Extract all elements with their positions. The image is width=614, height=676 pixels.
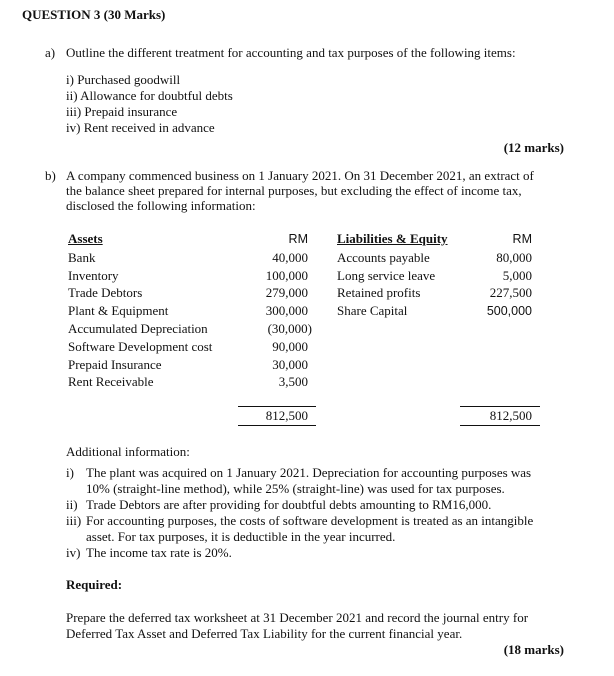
asset-name: Plant & Equipment <box>68 303 169 318</box>
asset-value: 90,000 <box>272 339 308 354</box>
additional-num: iii) <box>66 513 82 528</box>
asset-value: 279,000 <box>265 285 308 300</box>
additional-line: 10% (straight-line method), while 25% (straight-line) was used for tax purposes. <box>86 481 505 496</box>
additional-num: iv) <box>66 545 81 560</box>
asset-value: 30,000 <box>272 357 308 372</box>
part-b-intro-line: disclosed the following information: <box>66 198 256 213</box>
liability-value: 5,000 <box>502 268 532 283</box>
part-a-item: i) Purchased goodwill <box>66 72 181 87</box>
asset-name: Bank <box>68 250 96 265</box>
required-line: Prepare the deferred tax worksheet at 31 December 2021 and record the journal entry for <box>66 610 529 625</box>
additional-title: Additional information: <box>66 444 190 459</box>
asset-value: (30,000) <box>267 321 312 336</box>
asset-value: 300,000 <box>265 303 308 318</box>
asset-name: Prepaid Insurance <box>68 357 162 372</box>
liability-name: Share Capital <box>337 303 408 318</box>
asset-value: 3,500 <box>278 374 308 389</box>
additional-line: For accounting purposes, the costs of software development is treated as an intangible <box>86 513 534 528</box>
assets-total-top-rule <box>238 406 316 407</box>
part-b-marks: (18 marks) <box>503 642 564 657</box>
assets-header: Assets <box>68 231 103 246</box>
part-a-label: a) <box>45 45 56 60</box>
part-b-intro-line: A company commenced business on 1 January 2021. On 31 December 2021, an extract of <box>66 168 534 183</box>
additional-line: Trade Debtors are after providing for doubtful debts amounting to RM16,000. <box>86 497 492 512</box>
part-a-marks: (12 marks) <box>503 140 564 155</box>
required-line: Deferred Tax Asset and Deferred Tax Liability for the current financial year. <box>66 626 463 641</box>
part-b-intro-line: the balance sheet prepared for internal purposes, but excluding the effect of income tax, <box>66 183 522 198</box>
question-heading: QUESTION 3 (30 Marks) <box>22 7 166 22</box>
liabilities-total-bottom-rule <box>460 425 540 426</box>
liability-name: Retained profits <box>337 285 421 300</box>
additional-line: The income tax rate is 20%. <box>86 545 232 560</box>
assets-total-bottom-rule <box>238 425 316 426</box>
assets-currency: RM <box>288 232 308 246</box>
liability-value: 500,000 <box>486 304 532 318</box>
part-a-item: ii) Allowance for doubtful debts <box>66 88 233 103</box>
assets-total: 812,500 <box>265 408 308 423</box>
liabilities-header: Liabilities & Equity <box>337 231 448 246</box>
liabilities-total: 812,500 <box>489 408 532 423</box>
part-a-item: iv) Rent received in advance <box>66 120 215 135</box>
required-title: Required: <box>66 577 123 592</box>
additional-num: i) <box>66 465 74 480</box>
liability-name: Long service leave <box>337 268 436 283</box>
liability-value: 80,000 <box>496 250 532 265</box>
additional-line: The plant was acquired on 1 January 2021. Depreciation for accounting purposes was <box>86 465 532 480</box>
asset-name: Rent Receivable <box>68 374 154 389</box>
asset-value: 100,000 <box>265 268 308 283</box>
liability-value: 227,500 <box>489 285 532 300</box>
part-a-prompt: Outline the different treatment for accounting and tax purposes of the following items: <box>66 45 516 60</box>
asset-name: Trade Debtors <box>68 285 143 300</box>
liability-name: Accounts payable <box>337 250 430 265</box>
additional-line: asset. For tax purposes, it is deductible in the year incurred. <box>86 529 396 544</box>
liabilities-currency: RM <box>512 232 532 246</box>
asset-name: Accumulated Depreciation <box>68 321 208 336</box>
liabilities-total-top-rule <box>460 406 540 407</box>
asset-value: 40,000 <box>272 250 308 265</box>
part-a-item: iii) Prepaid insurance <box>66 104 178 119</box>
additional-num: ii) <box>66 497 78 512</box>
asset-name: Software Development cost <box>68 339 213 354</box>
part-b-label: b) <box>45 168 56 183</box>
asset-name: Inventory <box>68 268 119 283</box>
